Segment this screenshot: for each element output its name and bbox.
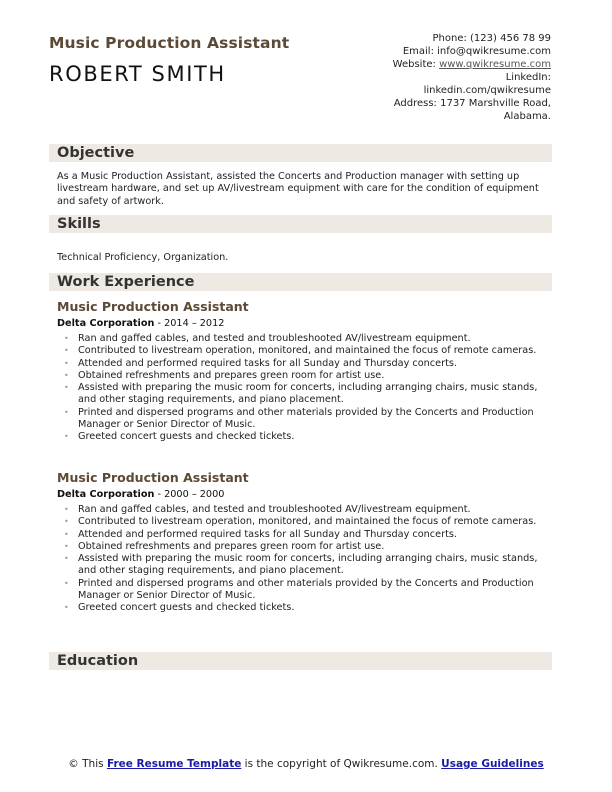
list-item: • Assisted with preparing the music room for concerts, including arranging chairs, music stands, and other staging requirements, and piano placement.: [64, 553, 554, 578]
section-heading: Work Experience: [57, 274, 195, 290]
skills-text: Technical Proficiency, Organization.: [57, 252, 229, 263]
list-item: • Contributed to livestream operation, monitored, and maintained the focus of remote cameras.: [64, 516, 554, 528]
company-name: Delta Corporation: [57, 489, 155, 500]
job-duties-list: [64, 333, 554, 444]
contact-email: Email: info@qwikresume.com: [402, 46, 551, 57]
job-title: Music Production Assistant: [57, 299, 249, 314]
section-heading: Skills: [57, 216, 101, 232]
list-item: • Printed and dispersed programs and other materials provided by the Concerts and Production Manager or Senior Director of Music.: [64, 578, 554, 603]
resume-job-title: Music Production Assistant: [49, 34, 290, 52]
contact-block: [351, 32, 551, 123]
section-objective-header: [49, 144, 552, 162]
candidate-name: ROBERT SMITH: [49, 62, 226, 86]
usage-guidelines-link[interactable]: Usage Guidelines: [441, 758, 544, 770]
footer-prefix: © This: [68, 758, 107, 770]
list-item: • Attended and performed required tasks for all Sunday and Thursday concerts.: [64, 358, 554, 370]
linkedin-label: LinkedIn:: [505, 72, 551, 83]
free-resume-template-link[interactable]: Free Resume Template: [106, 758, 242, 770]
job-title: Music Production Assistant: [57, 470, 249, 485]
list-item: • Contributed to livestream operation, monitored, and maintained the focus of remote cameras.: [64, 345, 554, 357]
list-item: • Obtained refreshments and prepares green room for artist use.: [64, 370, 554, 382]
job-dates: - 2000 – 2000: [154, 489, 225, 500]
section-skills-header: [49, 215, 552, 233]
list-item: • Printed and dispersed programs and other materials provided by the Concerts and Production Manager or Senior Director of Music.: [64, 407, 554, 432]
list-item: • Attended and performed required tasks for all Sunday and Thursday concerts.: [64, 529, 554, 541]
job-company-line: [57, 318, 224, 329]
address-line-1: Address: 1737 Marshville Road,: [393, 98, 551, 109]
company-name: Delta Corporation: [57, 318, 155, 329]
section-heading: Objective: [57, 145, 135, 161]
website-label: Website:: [392, 59, 440, 70]
list-item: • Obtained refreshments and prepares green room for artist use.: [64, 541, 554, 553]
contact-phone: Phone: (123) 456 78 99: [432, 33, 551, 44]
linkedin-value: linkedin.com/qwikresume: [423, 85, 551, 96]
objective-text: As a Music Production Assistant, assisted the Concerts and Production manager with setting up livestream hardware, and set up AV/livestream equipment with care for the condition of equipment and safety of artwork.: [57, 171, 539, 207]
list-item: • Greeted concert guests and checked tickets.: [64, 602, 554, 614]
section-heading: Education: [57, 653, 139, 669]
job-dates: - 2014 – 2012: [154, 318, 225, 329]
footer-middle: is the copyright of Qwikresume.com.: [241, 758, 442, 770]
list-item: • Greeted concert guests and checked tickets.: [64, 431, 554, 443]
job-company-line: [57, 489, 224, 500]
section-education-header: [49, 652, 552, 670]
list-item: • Assisted with preparing the music room for concerts, including arranging chairs, music stands, and other staging requirements, and piano placement.: [64, 382, 554, 407]
copyright-footer: [60, 758, 552, 771]
section-work-experience-header: [49, 273, 552, 291]
list-item: • Ran and gaffed cables, and tested and troubleshooted AV/livestream equipment.: [64, 504, 554, 516]
list-item: • Ran and gaffed cables, and tested and troubleshooted AV/livestream equipment.: [64, 333, 554, 345]
address-line-2: Alabama.: [503, 111, 551, 122]
job-duties-list: [64, 504, 554, 615]
website-link[interactable]: www.qwikresume.com: [439, 59, 551, 70]
contact-website: [351, 58, 551, 71]
